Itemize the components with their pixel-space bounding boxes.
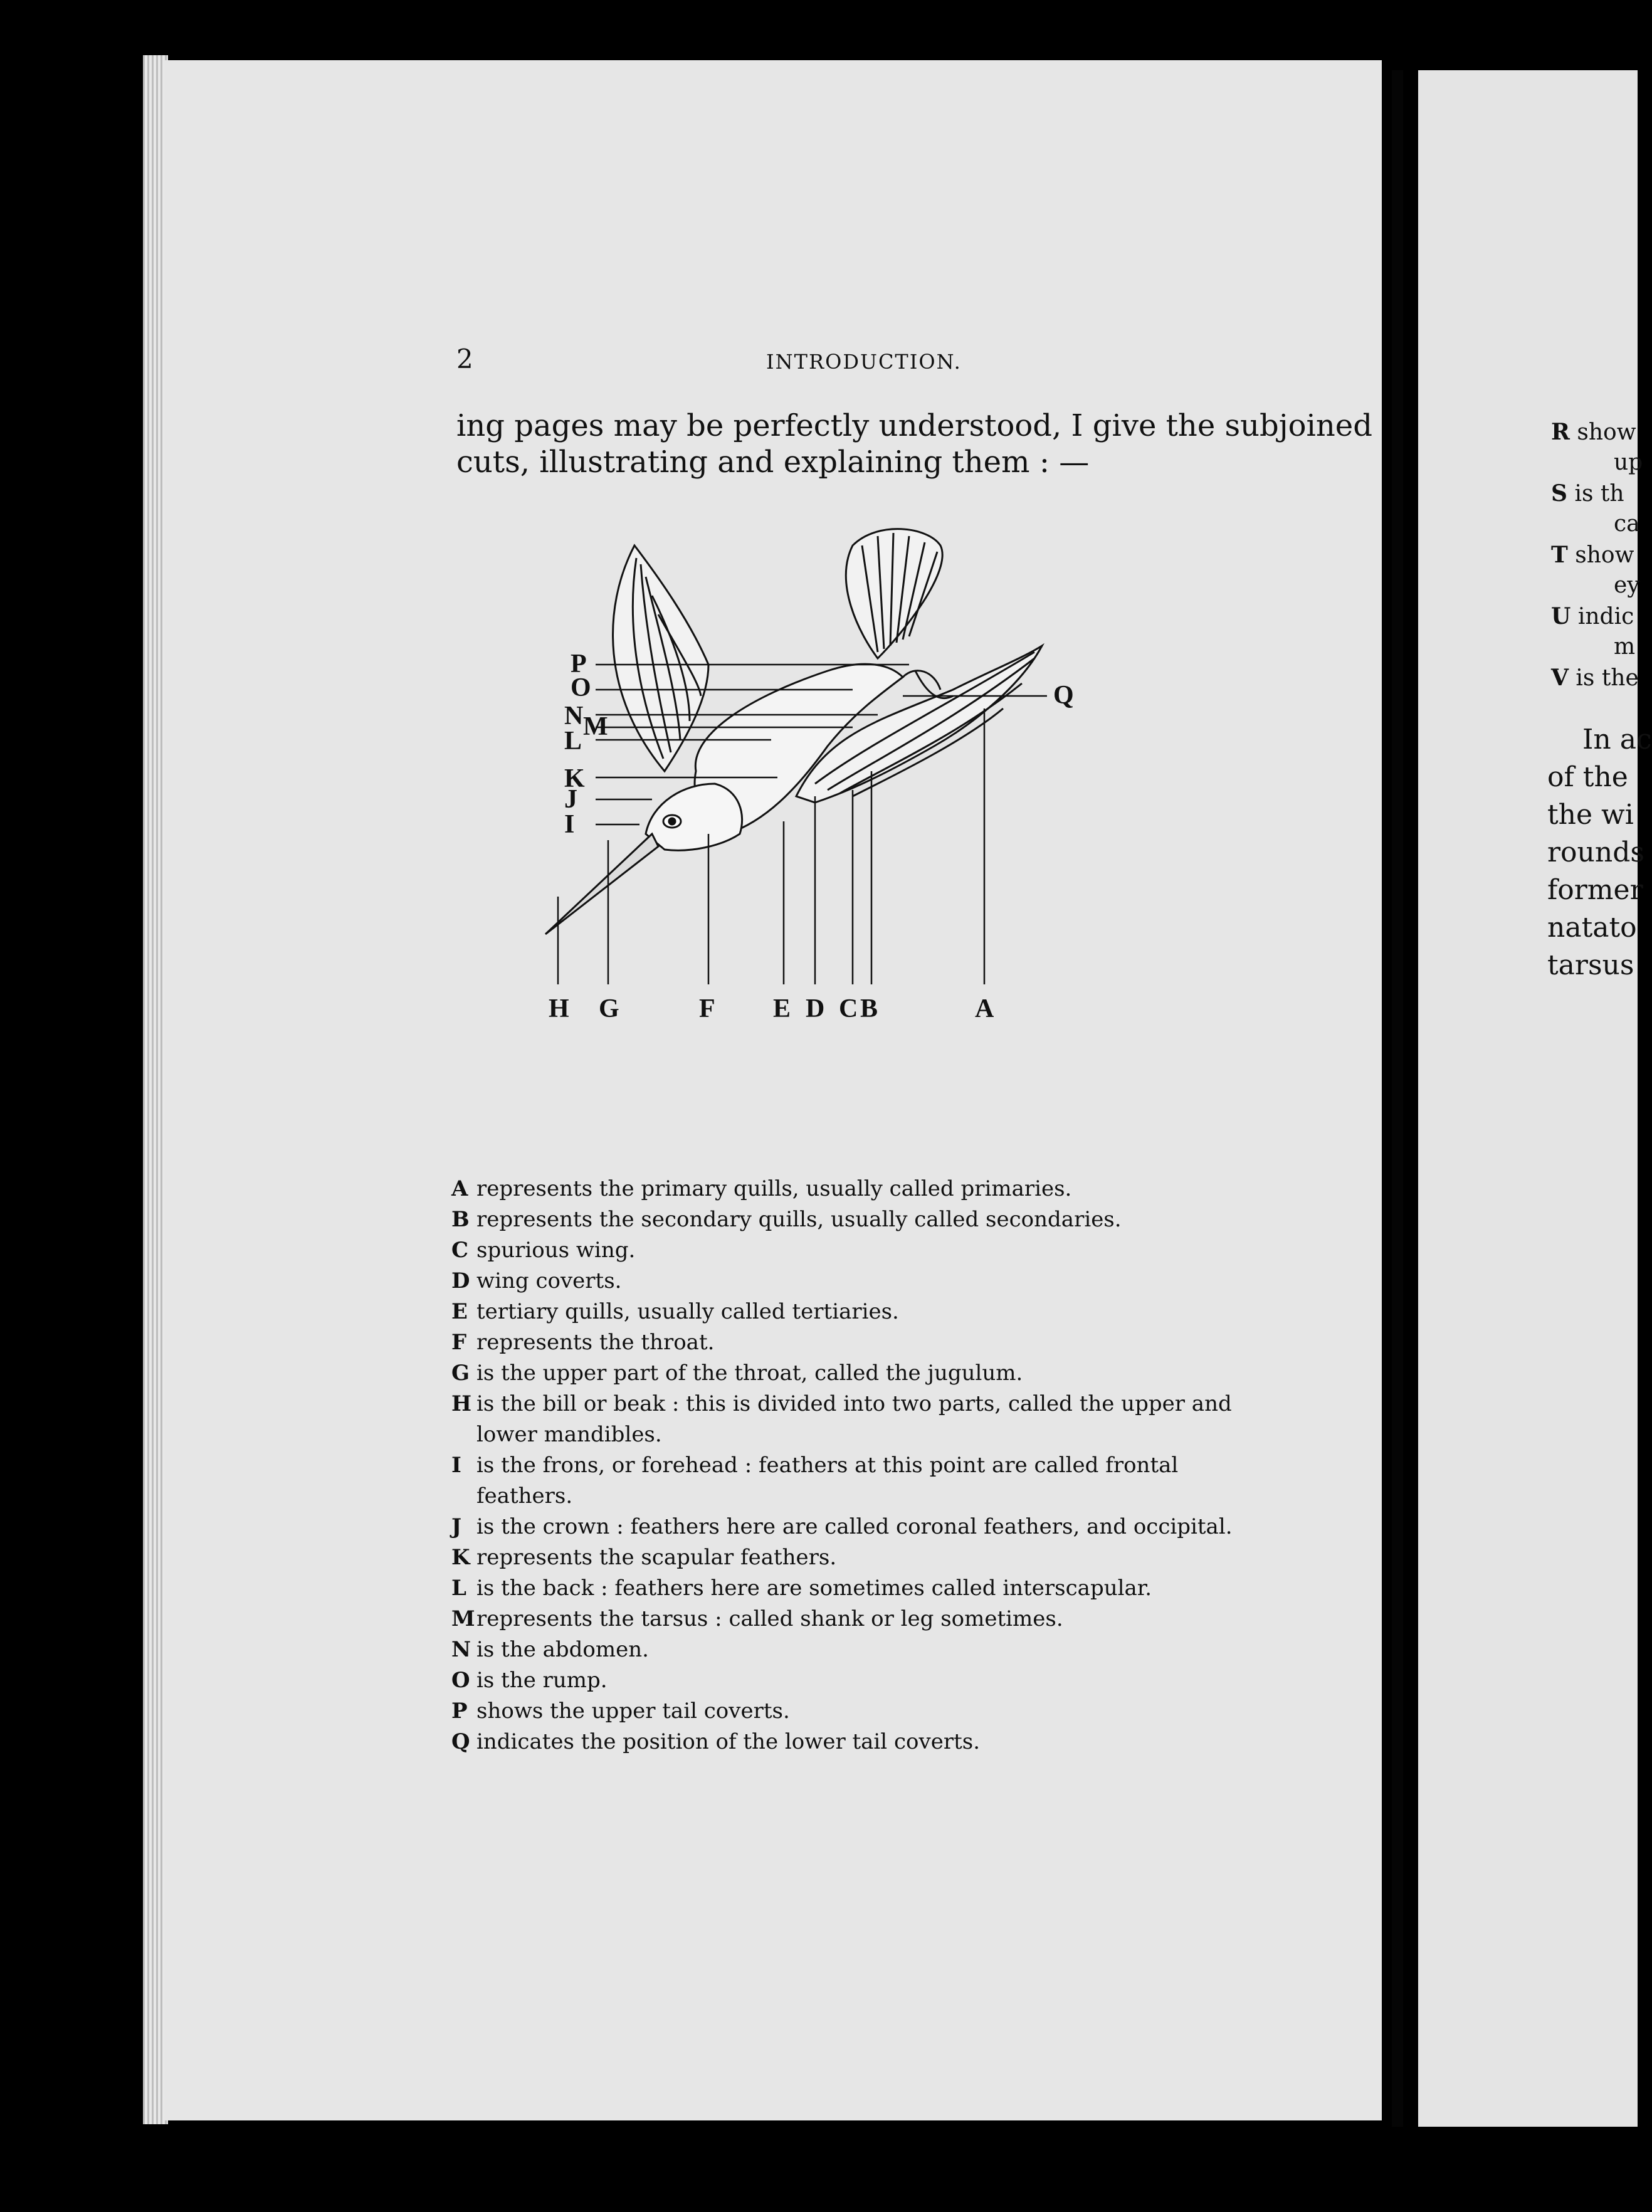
legend-item: [451, 1389, 1260, 1450]
legend-item: [451, 1358, 1260, 1389]
legend-item: [451, 1696, 1260, 1727]
fragment-row: [1551, 511, 1638, 542]
label-f: F: [699, 994, 715, 1023]
legend-letter: M: [451, 1606, 475, 1631]
fragment-text: is th: [1574, 481, 1624, 507]
fragment-text: show: [1575, 542, 1634, 568]
intro-paragraph: [456, 408, 1372, 480]
label-b: B: [860, 994, 878, 1023]
legend-item: [451, 1542, 1260, 1573]
legend-text: tertiary quills, usually called tertiaries.: [476, 1299, 899, 1324]
legend-text: is the back : feathers here are sometimes called interscapular.: [476, 1576, 1152, 1601]
legend-item: [451, 1327, 1260, 1358]
book-gutter: [1392, 70, 1403, 2127]
legend-text: represents the throat.: [476, 1330, 715, 1355]
fragment-text: m: [1614, 634, 1636, 660]
fragment-text: show: [1577, 419, 1636, 445]
fragment-text: up: [1614, 450, 1643, 475]
legend-item: [451, 1235, 1260, 1266]
legend-text: is the abdomen.: [476, 1637, 649, 1662]
right-page-paragraph-fragment: [1547, 721, 1652, 984]
intro-line-1: ing pages may be perfectly understood, I give the subjoined: [456, 408, 1372, 443]
fragment-row: [1551, 634, 1638, 665]
legend-item: [451, 1512, 1260, 1542]
legend-text: wing coverts.: [476, 1268, 622, 1293]
fragment-row: [1551, 665, 1638, 695]
legend-letter: D: [451, 1268, 470, 1293]
legend-text: is the crown : feathers here are called coronal feathers, and occipital.: [476, 1514, 1233, 1539]
para-line: In ac: [1582, 724, 1652, 756]
right-page: [1418, 70, 1652, 2127]
legend-item: [451, 1450, 1260, 1512]
label-h: H: [549, 994, 569, 1023]
label-g: G: [599, 994, 619, 1023]
legend-text: is the rump.: [476, 1668, 608, 1693]
legend-text: is the upper part of the throat, called the jugulum.: [476, 1361, 1023, 1386]
fragment-letter: U: [1551, 603, 1571, 629]
legend-letter: E: [451, 1299, 468, 1324]
figure-legend: [451, 1174, 1260, 1757]
fragment-text: is the: [1576, 665, 1639, 691]
legend-item: [451, 1297, 1260, 1327]
para-line: of the: [1547, 761, 1628, 793]
para-line: former: [1547, 874, 1643, 906]
fragment-row: [1551, 542, 1638, 572]
legend-letter: I: [451, 1453, 461, 1478]
label-k: K: [564, 764, 585, 793]
legend-letter: J: [451, 1514, 462, 1539]
legend-item: [451, 1573, 1260, 1604]
legend-letter: P: [451, 1698, 468, 1724]
legend-text: indicates the position of the lower tail coverts.: [476, 1729, 981, 1754]
legend-letter: C: [451, 1238, 469, 1263]
fragment-row: [1551, 572, 1638, 603]
legend-text: is the frons, or forehead : feathers at this point are called frontal feathers.: [476, 1453, 1179, 1509]
right-page-legend-fragment: [1551, 419, 1643, 695]
legend-letter: H: [451, 1391, 472, 1416]
fragment-text: indic: [1577, 604, 1634, 629]
legend-item: [451, 1204, 1260, 1235]
legend-item: [451, 1665, 1260, 1696]
legend-letter: Q: [451, 1729, 470, 1754]
legend-letter: F: [451, 1330, 467, 1355]
label-d: D: [806, 994, 825, 1023]
label-e: E: [773, 994, 791, 1023]
para-line: natato: [1547, 912, 1637, 944]
fragment-row: [1551, 480, 1638, 511]
legend-item: [451, 1727, 1260, 1757]
intro-line-2: cuts, illustrating and explaining them : —: [456, 445, 1090, 480]
fragment-row: [1551, 450, 1643, 480]
fragment-letter: V: [1551, 665, 1569, 691]
bird-drawing: [545, 529, 1042, 934]
fragment-row: [1551, 419, 1638, 450]
legend-item: [451, 1174, 1260, 1204]
para-line: tarsus: [1547, 949, 1634, 981]
legend-letter: L: [451, 1576, 466, 1601]
fragment-letter: T: [1551, 542, 1568, 568]
running-head: INTRODUCTION.: [766, 350, 962, 374]
fragment-row: [1551, 603, 1638, 634]
legend-letter: N: [451, 1637, 471, 1662]
legend-text: represents the scapular feathers.: [476, 1545, 837, 1570]
legend-item: [451, 1635, 1260, 1665]
page-number: 2: [456, 344, 473, 374]
label-q: Q: [1053, 681, 1074, 710]
legend-letter: K: [451, 1545, 470, 1570]
legend-letter: G: [451, 1361, 470, 1386]
label-a: A: [975, 994, 994, 1023]
label-p: P: [571, 650, 587, 678]
label-m: M: [583, 712, 608, 741]
fragment-text: ca: [1614, 511, 1640, 537]
bird-anatomy-figure: [502, 508, 1166, 1162]
legend-text: represents the primary quills, usually called primaries.: [476, 1176, 1072, 1201]
legend-text: shows the upper tail coverts.: [476, 1698, 790, 1724]
label-o: O: [571, 673, 591, 702]
legend-letter: O: [451, 1668, 470, 1693]
legend-letter: B: [451, 1207, 470, 1232]
label-n: N: [564, 702, 584, 730]
legend-text: spurious wing.: [476, 1238, 636, 1263]
legend-item: [451, 1604, 1260, 1635]
legend-letter: A: [451, 1176, 468, 1201]
bird-illustration: [502, 508, 1166, 1160]
legend-item: [451, 1266, 1260, 1297]
legend-text: is the bill or beak : this is divided into two parts, called the upper and lower mandibles.: [476, 1391, 1232, 1447]
para-line: rounds: [1547, 836, 1644, 868]
fragment-letter: R: [1551, 419, 1570, 445]
label-j: J: [564, 785, 577, 814]
label-l: L: [564, 727, 582, 756]
para-line: the wi: [1547, 799, 1634, 831]
fragment-text: ey: [1614, 572, 1640, 598]
label-c: C: [839, 994, 858, 1023]
legend-text: represents the secondary quills, usually called secondaries.: [476, 1207, 1122, 1232]
label-i: I: [564, 810, 575, 839]
legend-text: represents the tarsus : called shank or leg sometimes.: [476, 1606, 1063, 1631]
fragment-letter: S: [1551, 480, 1567, 507]
